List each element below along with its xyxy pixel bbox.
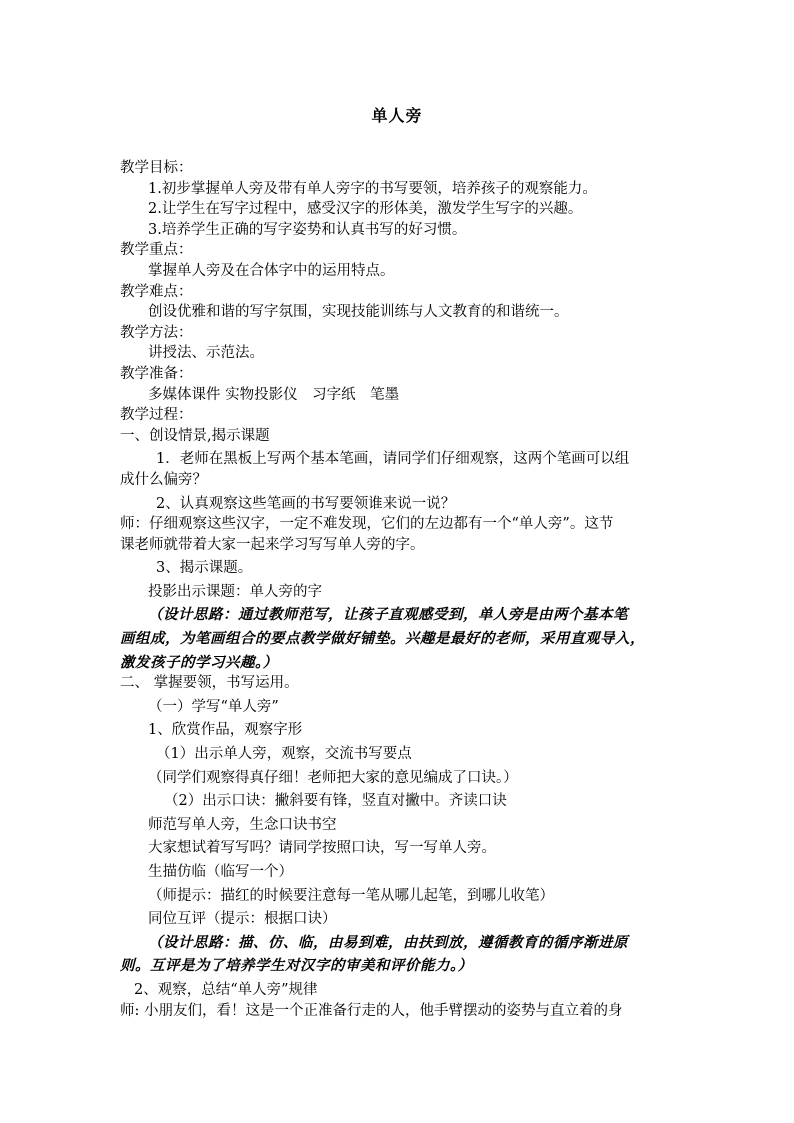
text-line: 2、观察，总结“单人旁”规律 bbox=[134, 981, 318, 998]
text-line: （1）出示单人旁，观察，交流书写要点 bbox=[156, 746, 412, 763]
section-heading: 教学过程： bbox=[120, 407, 193, 424]
text-line: 1.初步掌握单人旁及带有单人旁字的书写要领，培养孩子的观察能力。 bbox=[148, 180, 597, 197]
text-line: 大家想试着写写吗？请同学按照口诀，写一写单人旁。 bbox=[148, 840, 496, 857]
page-title: 单人旁 bbox=[371, 106, 423, 125]
text-line: 投影出示课题：单人旁的字 bbox=[148, 583, 322, 600]
text-line: 课老师就带着大家一起来学习写写单人旁的字。 bbox=[120, 536, 425, 553]
text-line: 同位互评（提示：根据口诀） bbox=[148, 911, 337, 928]
text-line: 成什么偏旁？ bbox=[120, 471, 207, 488]
design-note: 画组成，为笔画组合的要点教学做好铺垫。兴趣是最好的老师，采用直观导入， bbox=[120, 630, 645, 648]
text-line: 生描仿临（临写一个） bbox=[148, 864, 293, 880]
section-heading: 教学难点： bbox=[120, 283, 193, 300]
text-line: 师范写单人旁，生念口诀书空 bbox=[148, 816, 337, 833]
text-line: 创设优雅和谐的写字氛围，实现技能训练与人文教育的和谐统一。 bbox=[148, 304, 569, 321]
text-line: 师：仔细观察这些汉字，一定不难发现，它们的左边都有一个“单人旁”。这节 bbox=[120, 516, 614, 533]
text-line: 3、揭示课题。 bbox=[156, 560, 253, 577]
text-line: 2、认真观察这些笔画的书写要领谁来说一说？ bbox=[156, 495, 456, 512]
text-line: 2.让学生在写字过程中，感受汉字的形体美，激发学生写字的兴趣。 bbox=[148, 201, 583, 218]
design-note: 则。互评是为了培养学生对汉字的审美和评价能力。） bbox=[120, 957, 473, 975]
text-line: 1、欣赏作品，观察字形 bbox=[148, 722, 303, 739]
text-line: 1．老师在黑板上写两个基本笔画，请同学们仔细观察，这两个笔画可以组 bbox=[156, 451, 630, 468]
design-note: 激发孩子的学习兴趣。） bbox=[120, 653, 278, 671]
text-line: 掌握单人旁及在合体字中的运用特点。 bbox=[148, 262, 395, 279]
document-body bbox=[120, 158, 676, 1021]
text-line: 多媒体课件 实物投影仪 习字纸 笔墨 bbox=[148, 386, 400, 403]
design-note: （设计思路：通过教师范写，让孩子直观感受到，单人旁是由两个基本笔 bbox=[148, 606, 628, 624]
section-heading: 教学准备： bbox=[120, 365, 193, 382]
text-line: （2）出示口诀：撇斜要有锋，竖直对撇中。齐读口诀 bbox=[164, 793, 507, 810]
section-heading: 二、 掌握要领，书写运用。 bbox=[120, 675, 299, 692]
section-heading: 教学方法： bbox=[120, 324, 193, 341]
section-heading: 一、创设情景,揭示课题 bbox=[120, 427, 270, 444]
text-line: （师提示：描红的时候要注意每一笔从哪儿起笔，到哪儿收笔） bbox=[148, 887, 554, 904]
section-heading: 教学目标： bbox=[120, 160, 193, 176]
section-heading: 教学重点： bbox=[120, 242, 193, 259]
text-line: （同学们观察得真仔细！老师把大家的意见编成了口诀。） bbox=[148, 769, 518, 786]
text-line: 师: 小朋友们，看！这是一个正准备行走的人，他手臂摆动的姿势与直立着的身 bbox=[120, 1002, 623, 1019]
design-note: （设计思路：描、仿、临，由易到难，由扶到放，遵循教育的循序渐进原 bbox=[148, 933, 628, 951]
text-line: 讲授法、示范法。 bbox=[148, 345, 264, 362]
text-line: 3.培养学生正确的写字姿势和认真书写的好习惯。 bbox=[148, 221, 467, 238]
text-line: （一）学写“单人旁” bbox=[148, 698, 279, 715]
